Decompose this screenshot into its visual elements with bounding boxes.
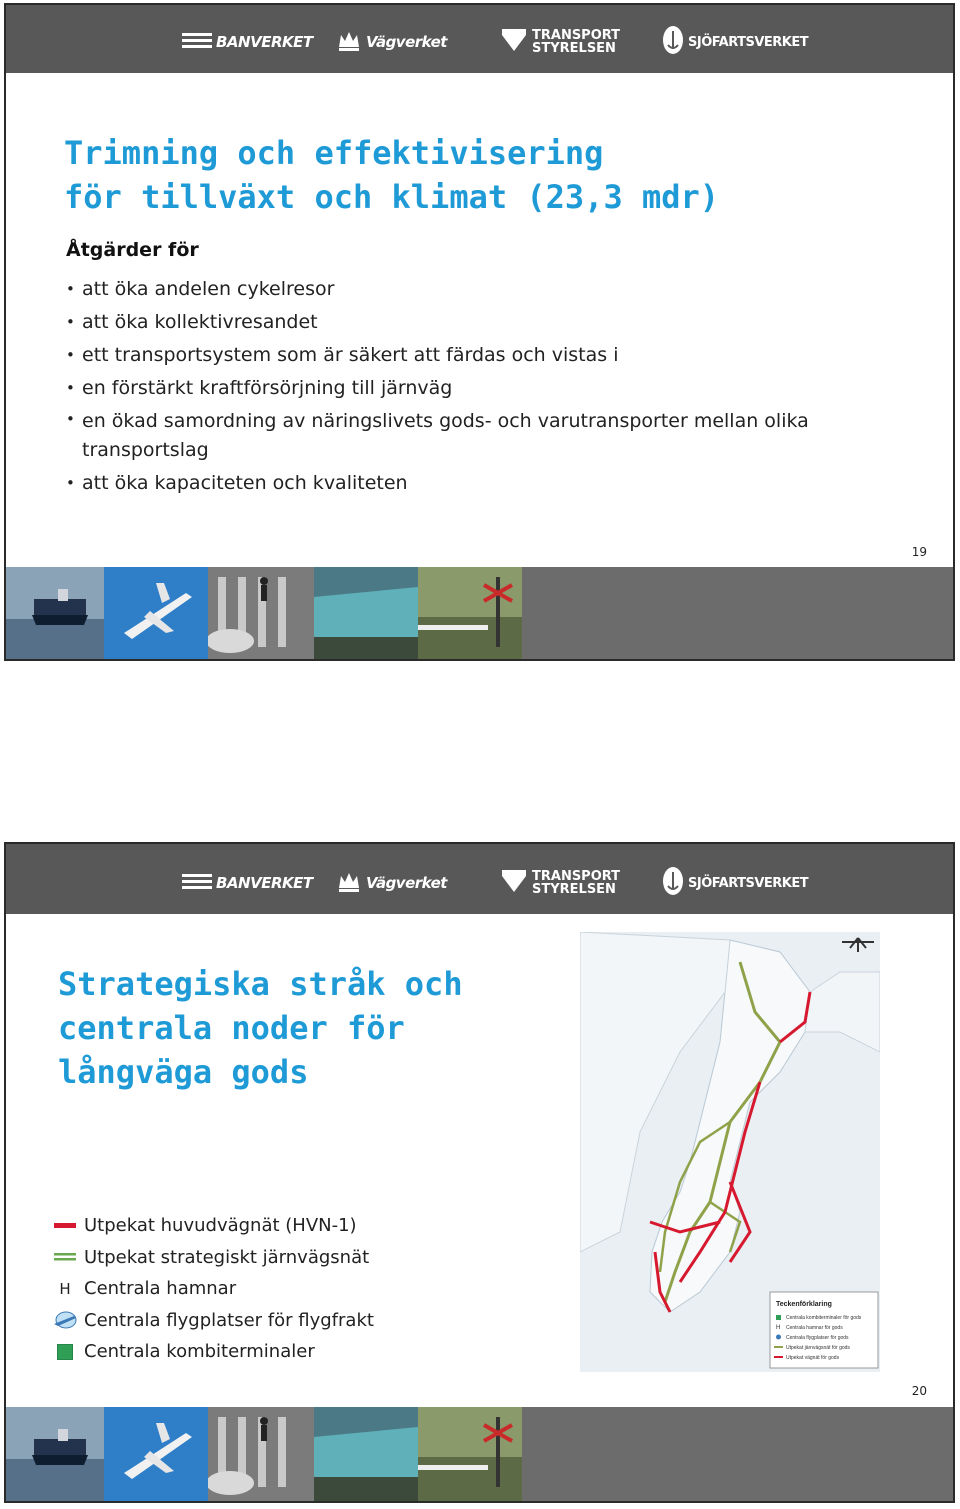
crown-icon <box>336 868 362 898</box>
vagverket-logo: Vägverket <box>336 27 447 57</box>
anchor-emblem-icon <box>662 25 684 59</box>
logo-header-bar <box>6 844 953 914</box>
red-line-icon <box>50 1223 80 1229</box>
map-legend-item: Centrala kombiterminaler för gods <box>786 1315 862 1321</box>
banverket-mark-icon <box>182 872 212 894</box>
sweden-freight-map <box>580 932 880 1372</box>
legend-item-harbors: H Centrala hamnar <box>50 1273 374 1305</box>
page-number: 19 <box>911 545 927 559</box>
logo-header-bar <box>6 5 953 73</box>
sjofartsverket-logo: SJÖFARTSVERKET <box>662 868 808 898</box>
slide-title: Strategiska stråk och centrala noder för långväga gods <box>58 965 463 1091</box>
airplane-photo <box>104 1407 208 1501</box>
bullet-list <box>66 273 826 500</box>
banverket-logo: BANVERKET <box>182 27 313 57</box>
svg-text:H: H <box>776 1325 781 1331</box>
map-legend-item: Centrala flygplatser för gods <box>786 1335 849 1341</box>
railway-crossing-photo <box>418 1407 522 1501</box>
terminal-square-icon <box>50 1344 80 1360</box>
page-number: 20 <box>911 1384 927 1398</box>
double-green-line-icon <box>50 1253 80 1261</box>
map-legend-item: Utpekat vägnät för gods <box>786 1355 840 1361</box>
map-graphic <box>580 932 880 1372</box>
ship-photo <box>6 1407 104 1501</box>
photo-strip-filler <box>522 567 953 659</box>
airport-icon <box>50 1310 80 1330</box>
map-legend-title: Teckenförklaring <box>776 1301 832 1308</box>
banverket-mark-icon <box>182 31 212 53</box>
legend-item-terminals: Centrala kombiterminaler <box>50 1336 374 1368</box>
ship-photo <box>6 567 104 659</box>
photo-strip <box>6 567 953 659</box>
map-legend-item: Centrala hamnar för gods <box>786 1325 843 1331</box>
banverket-logo: BANVERKET <box>182 868 313 898</box>
airplane-photo <box>104 567 208 659</box>
transportstyrelsen-logo: TRANSPORT STYRELSEN <box>500 27 620 57</box>
bullet-item: • att öka andelen cykelresor <box>66 273 826 306</box>
bullet-item: • ett transportsystem som är säkert att färdas och vistas i <box>66 339 826 372</box>
crosswalk-photo <box>208 567 314 659</box>
map-legend-list <box>50 1210 374 1368</box>
map-legend-item: Utpekat järnvägsnät för gods <box>786 1345 850 1351</box>
legend-item-rail: Utpekat strategiskt järnvägsnät <box>50 1242 374 1274</box>
slide-title: Trimning och effektivisering för tillväxt och klimat (23,3 mdr) <box>64 134 720 216</box>
photo-strip-filler <box>522 1407 953 1501</box>
transportstyrelsen-logo: TRANSPORT STYRELSEN <box>500 868 620 898</box>
train-photo <box>314 1407 418 1501</box>
section-heading: Åtgärder för <box>66 239 199 261</box>
bullet-item: • att öka kollektivresandet <box>66 306 826 339</box>
railway-crossing-photo <box>418 567 522 659</box>
crown-icon <box>336 27 362 57</box>
vagverket-logo: Vägverket <box>336 868 447 898</box>
harbor-h-icon: H <box>59 1279 71 1298</box>
anchor-emblem-icon <box>662 866 684 900</box>
photo-strip <box>6 1407 953 1501</box>
transport-arrow-icon <box>500 27 528 57</box>
bullet-item: • en förstärkt kraftförsörjning till järnväg <box>66 372 826 405</box>
slide-19 <box>4 3 955 661</box>
crosswalk-photo <box>208 1407 314 1501</box>
bullet-item: • att öka kapaciteten och kvaliteten <box>66 467 826 500</box>
legend-item-airports: Centrala flygplatser för flygfrakt <box>50 1305 374 1337</box>
sjofartsverket-logo: SJÖFARTSVERKET <box>662 27 808 57</box>
bullet-item: • en ökad samordning av näringslivets gods- och varutransporter mellan olika transportslag <box>66 405 826 467</box>
train-photo <box>314 567 418 659</box>
legend-item-main-roads: Utpekat huvudvägnät (HVN-1) <box>50 1210 374 1242</box>
transport-arrow-icon <box>500 868 528 898</box>
